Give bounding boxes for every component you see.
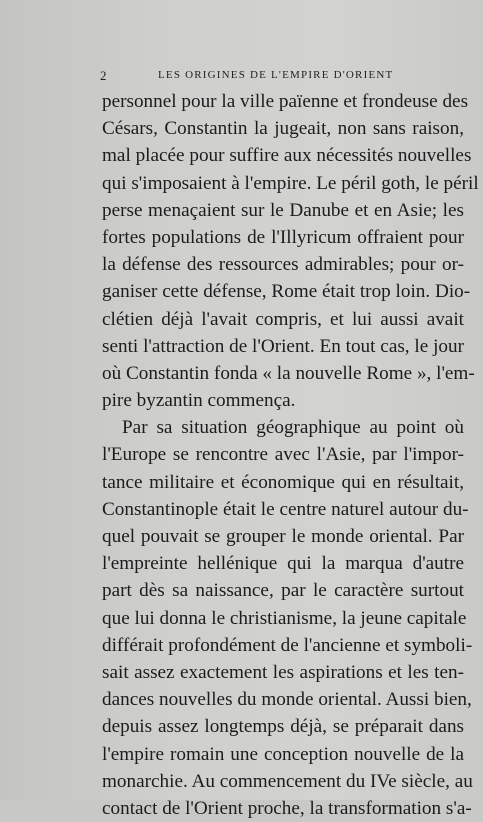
text-line: l'empreinte hellénique qui la marqua d'autre (102, 553, 464, 575)
text-line: Césars, Constantin la jugeait, non sans raison, (102, 118, 464, 140)
text-line: où Constantin fonda « la nouvelle Rome », l'em- (102, 362, 475, 384)
page-number: 2 (100, 68, 107, 83)
text-line: que lui donna le christianisme, la jeune capitale (102, 607, 467, 629)
page-header (100, 68, 440, 84)
paragraph-end-line: pire byzantin commença. (102, 390, 296, 412)
text-line: part dès sa naissance, par le caractère surtout (102, 580, 464, 602)
text-line: l'Europe se rencontre avec l'Asie, par l'impor- (102, 444, 464, 466)
text-line: clétien déjà l'avait compris, et lui aussi avait (102, 308, 464, 330)
text-line: différait profondément de l'ancienne et symboli- (102, 634, 473, 656)
text-line: dances nouvelles du monde oriental. Aussi bien, (102, 689, 472, 711)
text-line: perse menaçaient sur le Danube et en Asie; les (102, 199, 464, 221)
running-title: LES ORIGINES DE L'EMPIRE D'ORIENT (158, 69, 394, 81)
text-line: sait assez exactement les aspirations et les ten- (102, 661, 464, 683)
text-line: quel pouvait se grouper le monde oriental. Par (102, 526, 464, 547)
text-line: Constantinople était le centre naturel autour du- (102, 498, 469, 520)
text-line: senti l'attraction de l'Orient. En tout cas, le jour (102, 335, 464, 357)
text-line: qui s'imposaient à l'empire. Le péril goth, le péril (102, 172, 479, 194)
text-line: depuis assez longtemps déjà, se préparait dans (102, 716, 464, 738)
text-line: mal placée pour suffire aux nécessités nouvelles (102, 145, 472, 167)
paragraph-start-line: Par sa situation géographique au point où (122, 417, 464, 439)
text-line: la défense des ressources admirables; pour or- (102, 254, 464, 276)
text-line: personnel pour la ville païenne et frondeuse des (102, 91, 469, 112)
text-line: tance militaire et économique qui en résultait, (102, 471, 464, 493)
body-text (102, 88, 479, 822)
text-line: ganiser cette défense, Rome était trop loin. Dio- (102, 281, 471, 303)
text-line: fortes populations de l'Illyricum offraient pour (102, 226, 464, 248)
text-line: contact de l'Orient proche, la transformation s'a- (102, 797, 472, 819)
text-line: monarchie. Au commencement du IVe siècle, au (102, 770, 473, 792)
text-line: l'empire romain une conception nouvelle de la (102, 743, 464, 765)
